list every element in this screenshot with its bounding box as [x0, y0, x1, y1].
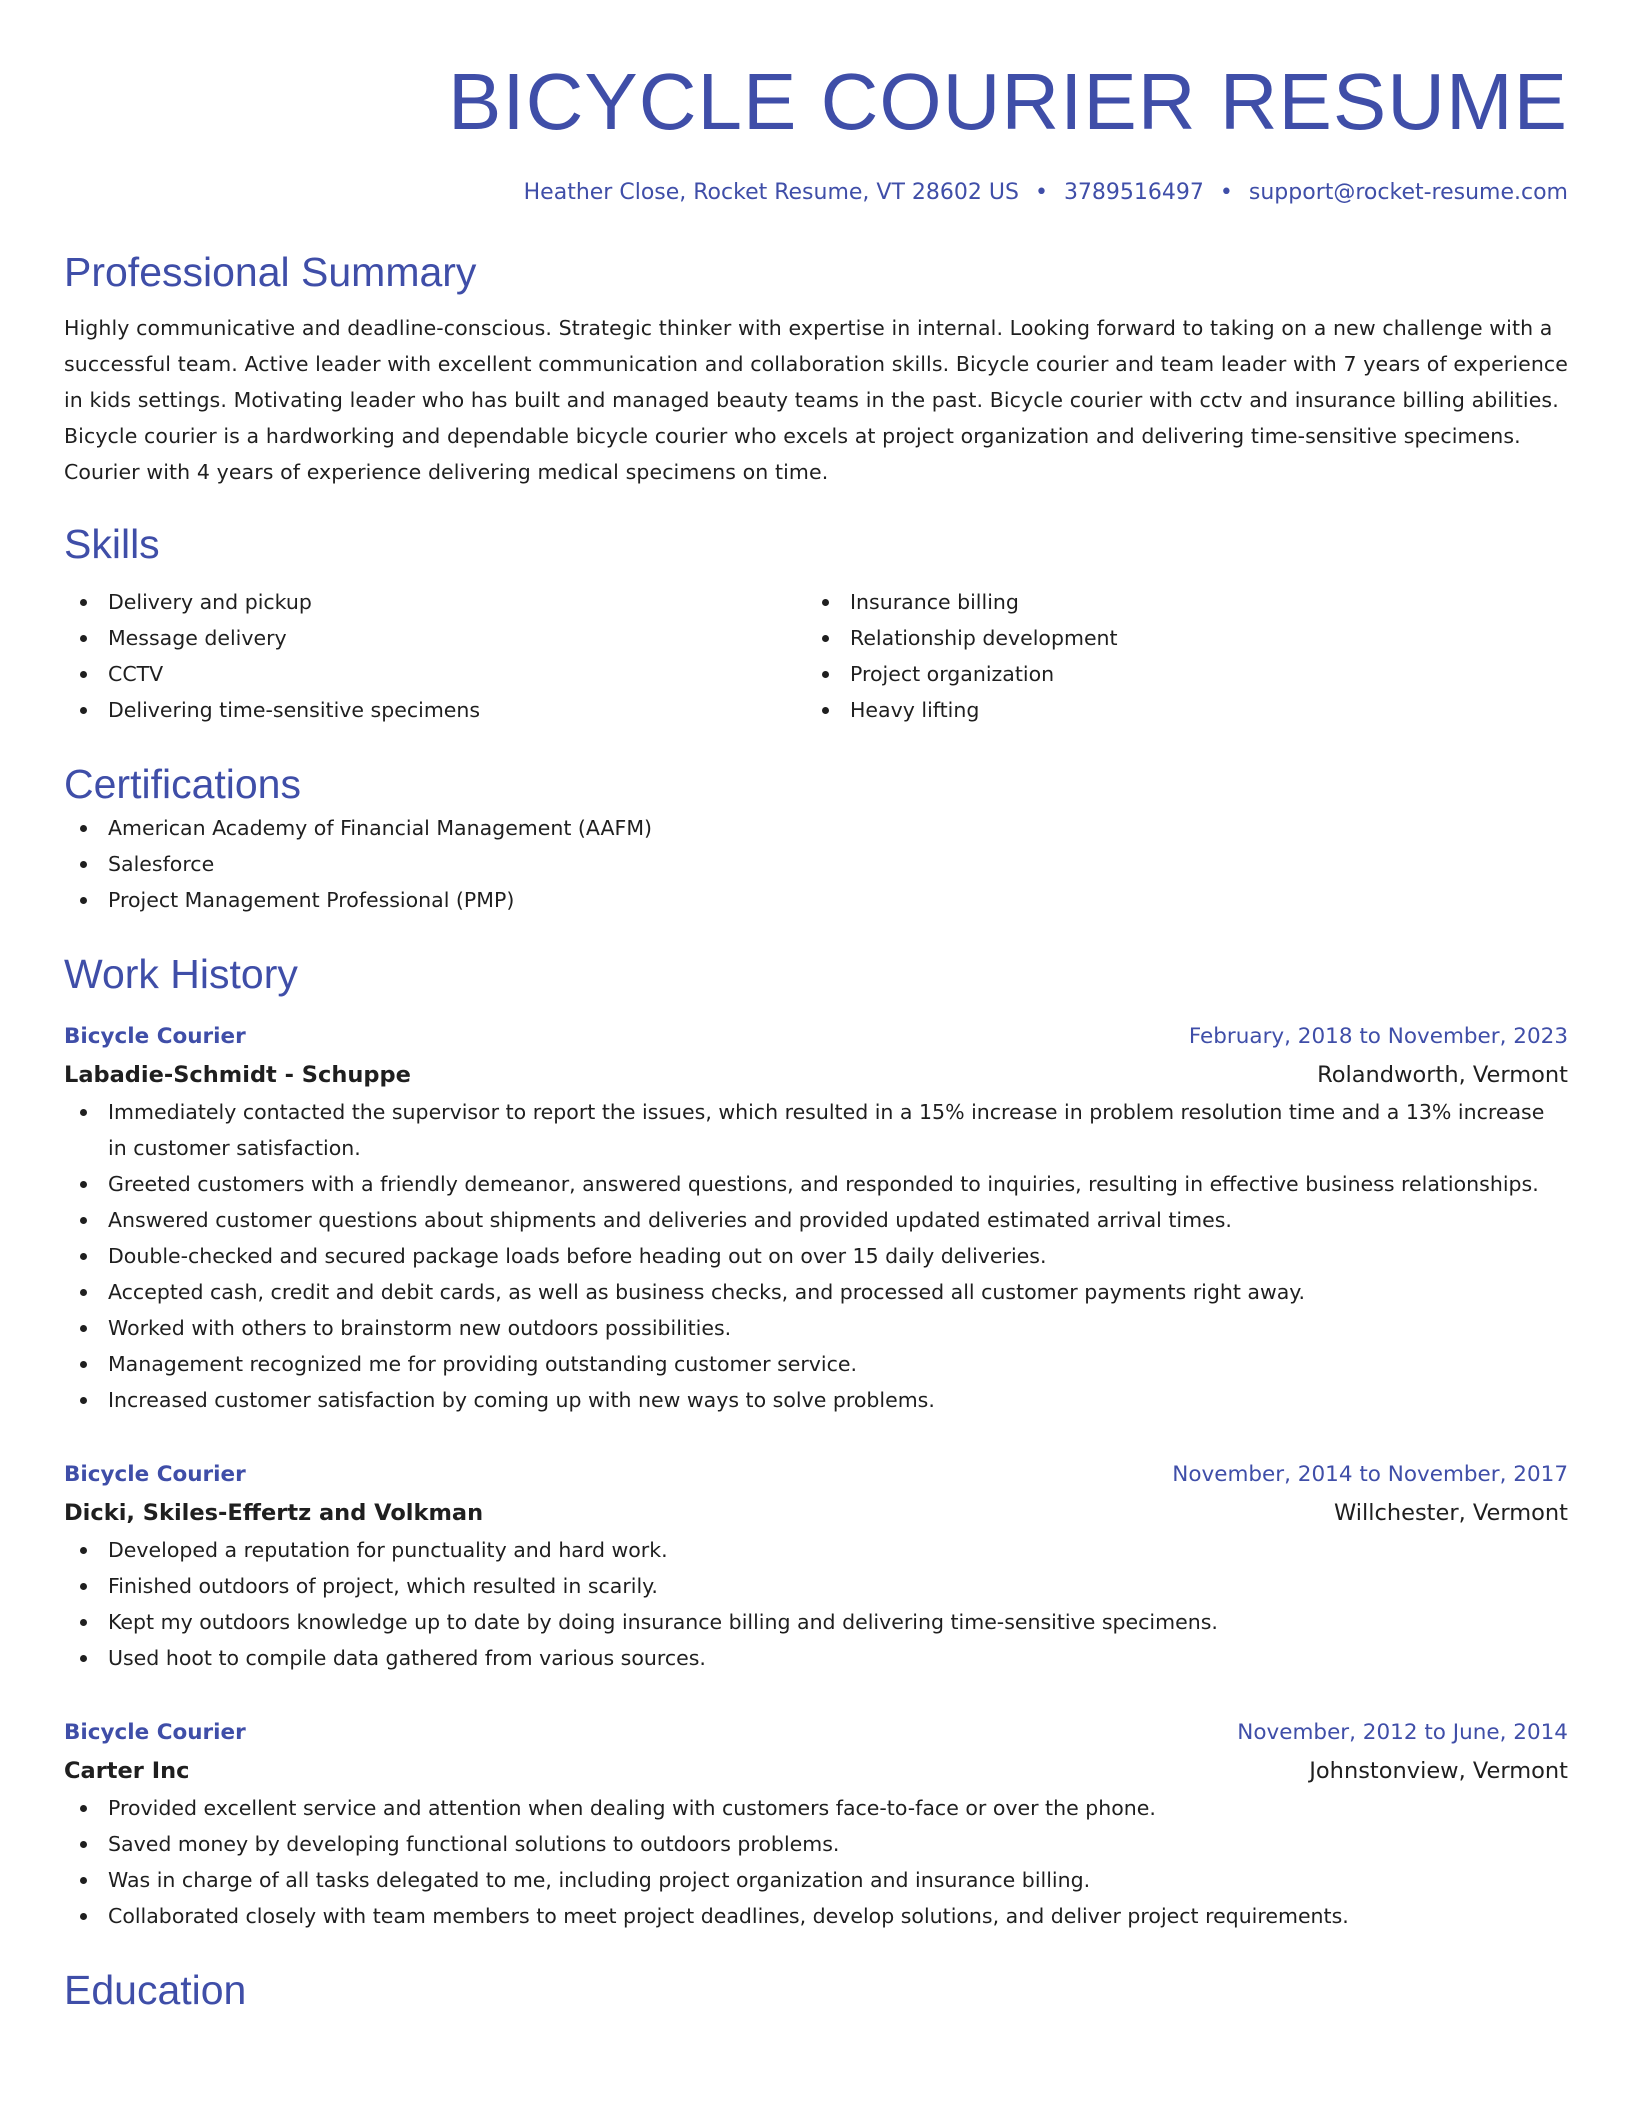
job-duty: Management recognized me for providing outstanding customer service. — [64, 1346, 1568, 1382]
skill-item: Project organization — [806, 656, 1548, 692]
education-section — [64, 1964, 1568, 2016]
job-duties-list — [64, 1790, 1568, 1934]
job-company: Carter Inc — [64, 1758, 190, 1784]
education-heading: Education — [64, 1967, 247, 2013]
skill-item: Message delivery — [64, 620, 806, 656]
job-duty: Greeted customers with a friendly demeanor, answered questions, and responded to inquiries, resulting in effective business relationships. — [64, 1166, 1568, 1202]
certification-item: Salesforce — [64, 846, 1568, 882]
contact-line — [64, 178, 1568, 208]
skills-list-right — [806, 584, 1548, 728]
job-company: Dicki, Skiles-Effertz and Volkman — [64, 1500, 484, 1526]
contact-address: Heather Close, Rocket Resume, VT 28602 US — [523, 180, 1019, 205]
job-title: Bicycle Courier — [64, 1462, 246, 1487]
job-title: Bicycle Courier — [64, 1024, 246, 1049]
work-history-section — [64, 948, 1568, 1934]
job-duty: Increased customer satisfaction by coming up with new ways to solve problems. — [64, 1382, 1568, 1418]
certification-item: Project Management Professional (PMP) — [64, 882, 1568, 918]
contact-separator: • — [1034, 180, 1048, 205]
job-company-row — [64, 1056, 1568, 1094]
job-header-row — [64, 1714, 1568, 1752]
skill-item: Delivery and pickup — [64, 584, 806, 620]
job-duty: Accepted cash, credit and debit cards, as well as business checks, and processed all customer payments right away. — [64, 1274, 1568, 1310]
job-duty: Developed a reputation for punctuality and hard work. — [64, 1532, 1568, 1568]
contact-separator: • — [1219, 180, 1233, 205]
job-header-row — [64, 1456, 1568, 1494]
job-duty: Provided excellent service and attention when dealing with customers face-to-face or over the phone. — [64, 1790, 1568, 1826]
job-duty: Saved money by developing functional solutions to outdoors problems. — [64, 1826, 1568, 1862]
job-duty: Answered customer questions about shipments and deliveries and provided updated estimated arrival times. — [64, 1202, 1568, 1238]
job-dates: February, 2018 to November, 2023 — [1188, 1024, 1568, 1049]
work-history-heading: Work History — [64, 951, 298, 997]
job-entry — [64, 1018, 1568, 1418]
summary-text: Highly communicative and deadline-conscious. Strategic thinker with expertise in internal. Looking forward to taking on a new challenge with a successful team. Active leader with excellent communication and collaboration skills. Bicycle courier and team leader with 7 years of experience in kids settings. Motivating leader who has built and managed beauty teams in the past. Bicycle courier with cctv and insurance billing abilities. Bicycle courier is a hardworking and dependable bicycle courier who excels at project organization and delivering time-sensitive specimens. Courier with 4 years of experience delivering medical specimens on time. — [64, 316, 1569, 484]
summary-heading: Professional Summary — [64, 249, 477, 295]
skill-item: Insurance billing — [806, 584, 1548, 620]
job-duty: Finished outdoors of project, which resulted in scarily. — [64, 1568, 1568, 1604]
job-duty: Worked with others to brainstorm new outdoors possibilities. — [64, 1310, 1568, 1346]
job-location: Rolandworth, Vermont — [1317, 1062, 1568, 1088]
job-entry — [64, 1456, 1568, 1676]
job-entry — [64, 1714, 1568, 1934]
job-duties-list — [64, 1094, 1568, 1418]
skill-item: CCTV — [64, 656, 806, 692]
skill-item: Relationship development — [806, 620, 1548, 656]
certifications-list — [64, 810, 1568, 918]
skill-item: Delivering time-sensitive specimens — [64, 692, 806, 728]
job-company-row — [64, 1752, 1568, 1790]
job-duties-list — [64, 1532, 1568, 1676]
job-company: Labadie-Schmidt - Schuppe — [64, 1062, 411, 1088]
job-dates: November, 2012 to June, 2014 — [1237, 1720, 1568, 1745]
contact-phone: 3789516497 — [1063, 180, 1204, 205]
skills-list-left — [64, 584, 806, 728]
job-location: Johnstonview, Vermont — [1309, 1758, 1568, 1784]
certifications-section — [64, 758, 1568, 918]
certification-item: American Academy of Financial Management (AAFM) — [64, 810, 1568, 846]
skills-grid — [64, 584, 1568, 728]
job-duty: Double-checked and secured package loads before heading out on over 15 daily deliveries. — [64, 1238, 1568, 1274]
job-duty: Kept my outdoors knowledge up to date by doing insurance billing and delivering time-sensitive specimens. — [64, 1604, 1568, 1640]
resume-name: BICYCLE COURIER RESUME — [448, 57, 1568, 146]
job-duty: Immediately contacted the supervisor to report the issues, which resulted in a 15% increase in problem resolution time and a 13% increase in customer satisfaction. — [64, 1094, 1568, 1166]
job-dates: November, 2014 to November, 2017 — [1172, 1462, 1568, 1487]
job-duty: Collaborated closely with team members to meet project deadlines, develop solutions, and deliver project requirements. — [64, 1898, 1568, 1934]
contact-email[interactable]: support@rocket-resume.com — [1248, 180, 1568, 205]
job-title: Bicycle Courier — [64, 1720, 246, 1745]
skills-heading: Skills — [64, 521, 160, 567]
skills-section — [64, 518, 1568, 728]
summary-section — [64, 246, 1568, 490]
job-duty: Used hoot to compile data gathered from various sources. — [64, 1640, 1568, 1676]
job-duty: Was in charge of all tasks delegated to me, including project organization and insurance billing. — [64, 1862, 1568, 1898]
skill-item: Heavy lifting — [806, 692, 1548, 728]
job-header-row — [64, 1018, 1568, 1056]
certifications-heading: Certifications — [64, 761, 301, 807]
job-location: Willchester, Vermont — [1333, 1500, 1568, 1526]
job-company-row — [64, 1494, 1568, 1532]
